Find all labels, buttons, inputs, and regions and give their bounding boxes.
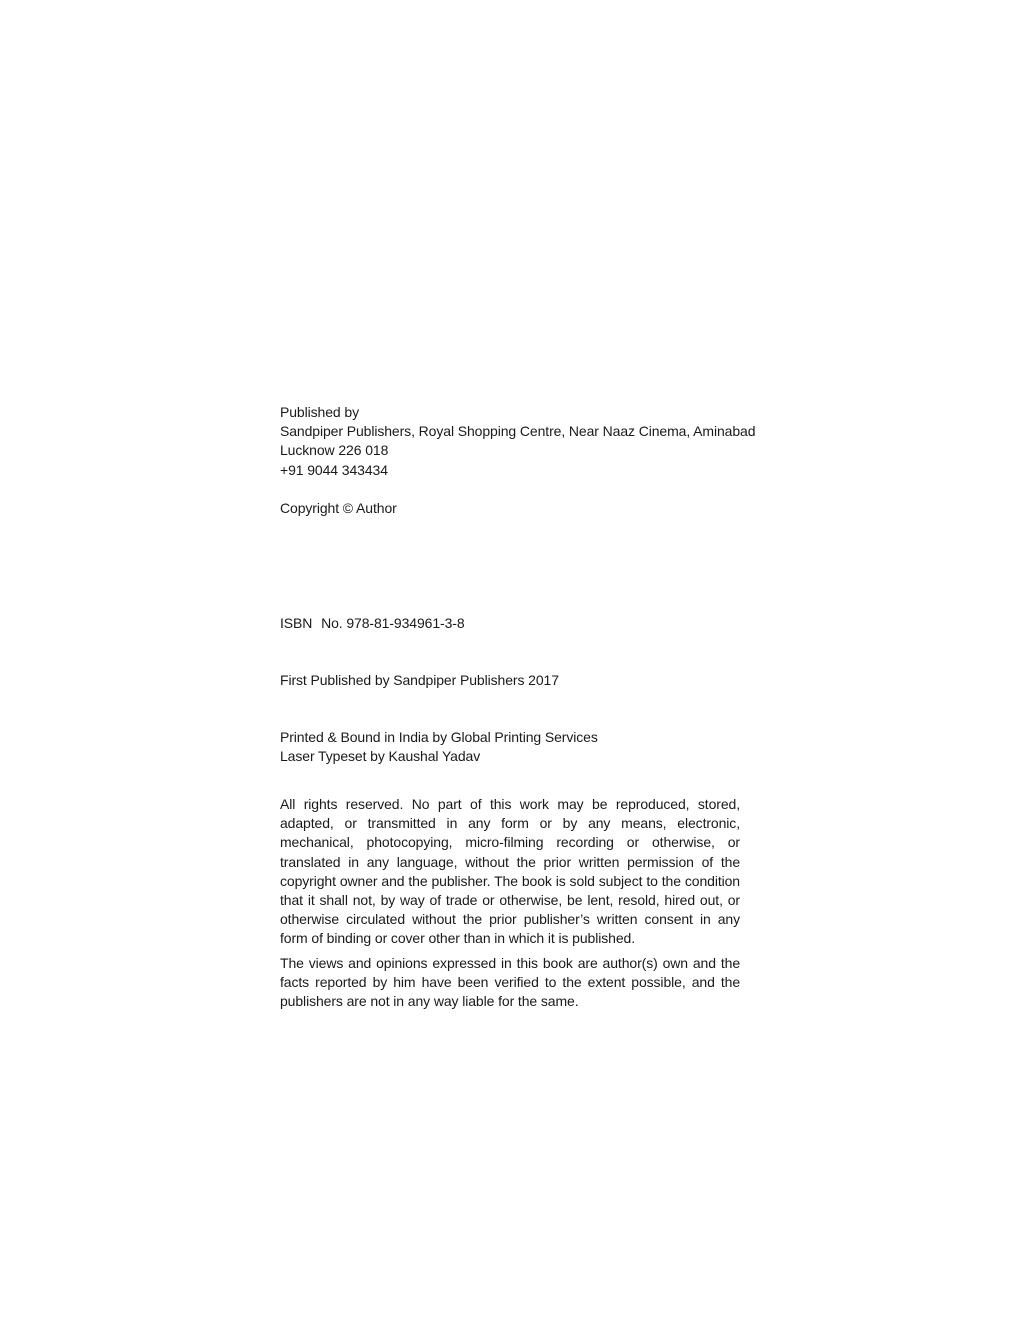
disclaimer-paragraph: The views and opinions expressed in this book are author(s) own and the facts reported by him have been verified to the extent possible, and the publishers are not in any way liable for the same. xyxy=(280,954,740,1010)
publisher-city: Lucknow 226 018 xyxy=(280,442,389,459)
copyright-notice: Copyright © Author xyxy=(280,500,397,516)
publisher-info xyxy=(280,403,756,480)
isbn-info xyxy=(280,614,740,633)
first-published-line: First Published by Sandpiper Publishers 2017 xyxy=(280,672,559,688)
rights-paragraph: All rights reserved. No part of this work may be reproduced, stored, adapted, or transmitted in any form or by any means, electronic, mechanical, photocopying, micro-filming recording or otherwise, or translated in any language, without the prior written permission of the copyright owner and the publisher. The book is sold subject to the condition that it shall not, by way of trade or otherwise, be lent, resold, hired out, or otherwise circulated without the prior publisher’s written consent in any form of binding or cover other than in which it is published. xyxy=(280,796,740,947)
isbn-label: ISBN xyxy=(280,615,313,631)
typeset-line: Laser Typeset by Kaushal Yadav xyxy=(280,748,481,765)
isbn-number: No. 978-81-934961-3-8 xyxy=(321,615,465,631)
first-published-info xyxy=(280,671,740,690)
printed-bound-line: Printed & Bound in India by Global Printing Services xyxy=(280,729,598,745)
published-by-heading: Published by xyxy=(280,404,359,420)
publisher-phone: +91 9044 343434 xyxy=(280,461,388,478)
printing-info xyxy=(280,728,740,766)
rights-notice xyxy=(280,795,740,1011)
publisher-address: Sandpiper Publishers, Royal Shopping Centre, Near Naaz Cinema, Aminabad xyxy=(280,423,756,440)
isbn-line xyxy=(280,614,740,633)
copyright-info xyxy=(280,499,740,518)
